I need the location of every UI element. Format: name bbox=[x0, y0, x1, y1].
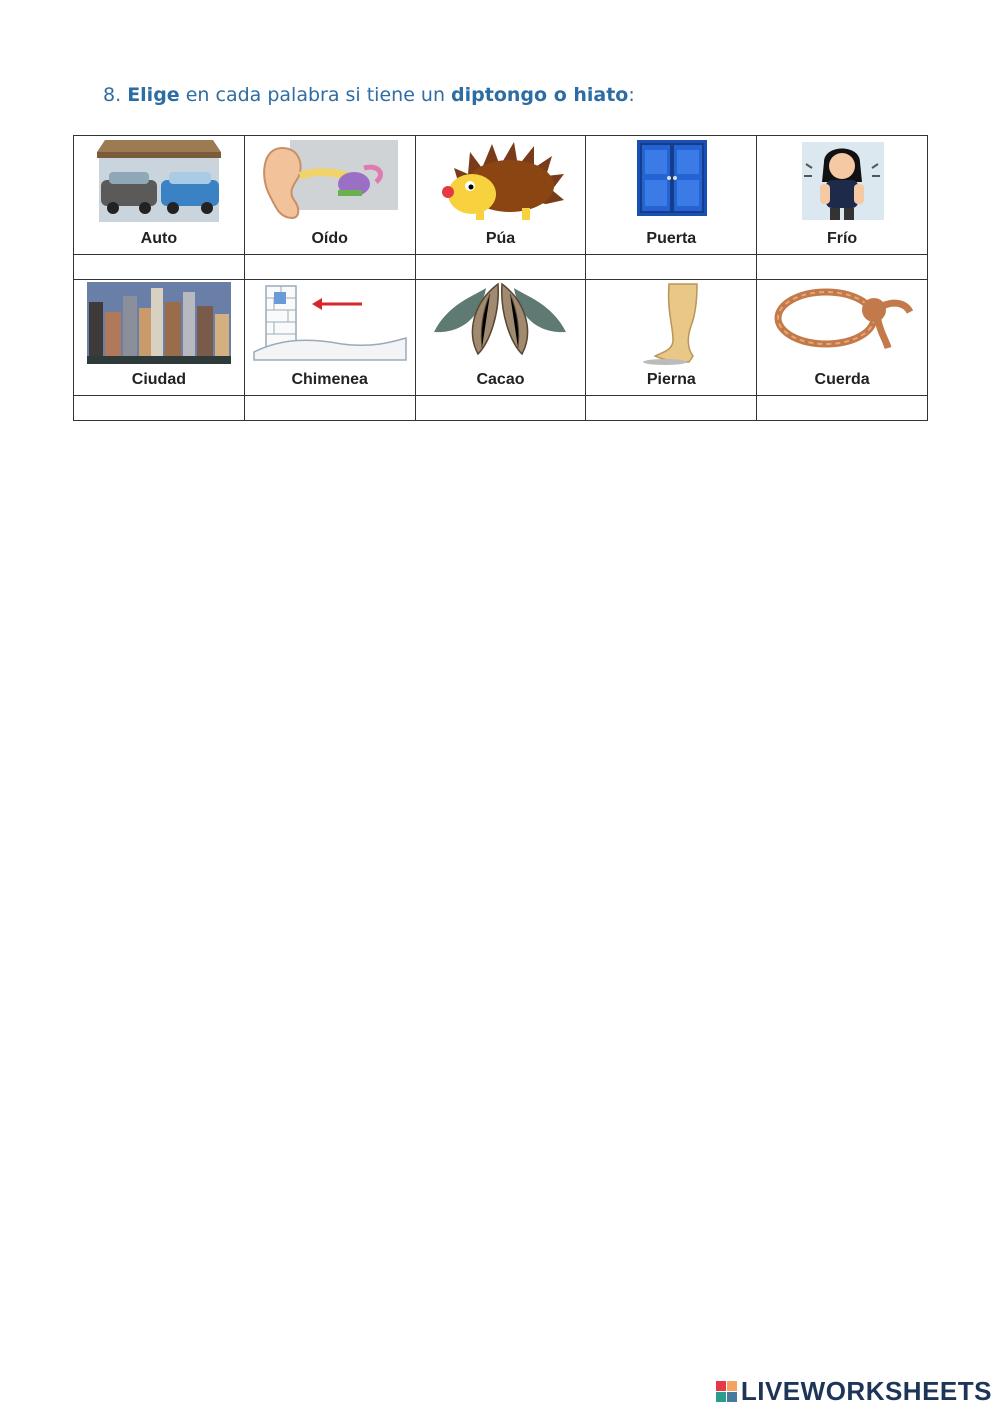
cars-garage-icon bbox=[93, 138, 225, 224]
answer-select[interactable] bbox=[586, 396, 756, 420]
brand-name: LIVEWORKSHEETS bbox=[740, 1376, 992, 1406]
answer-cell-pua[interactable] bbox=[415, 255, 586, 280]
word-label: Frío bbox=[826, 230, 858, 247]
picture-cell-cacao bbox=[415, 280, 586, 396]
word-label: Ciudad bbox=[131, 371, 186, 388]
answer-select[interactable] bbox=[586, 255, 756, 279]
answer-cell-frio[interactable] bbox=[757, 255, 928, 280]
answer-select[interactable] bbox=[74, 396, 244, 420]
logo-square bbox=[716, 1392, 726, 1402]
chimney-icon bbox=[252, 282, 408, 362]
ear-icon bbox=[260, 138, 400, 224]
word-label: Auto bbox=[140, 230, 178, 247]
answer-select[interactable] bbox=[416, 396, 586, 420]
hedgehog-icon bbox=[430, 138, 570, 224]
word-label: Cuerda bbox=[814, 371, 870, 388]
answer-cell-oido[interactable] bbox=[244, 255, 415, 280]
answer-select[interactable] bbox=[757, 255, 927, 279]
picture-cell-puerta bbox=[586, 136, 757, 255]
cacao-pod-icon bbox=[430, 282, 570, 362]
answer-select[interactable] bbox=[757, 396, 927, 420]
answer-cell-puerta[interactable] bbox=[586, 255, 757, 280]
instruction-emphasis: diptongo o hiato bbox=[451, 84, 629, 106]
picture-cell-ciudad bbox=[74, 280, 245, 396]
word-label: Púa bbox=[485, 230, 516, 247]
answer-select[interactable] bbox=[416, 255, 586, 279]
instruction-middle: en cada palabra si tiene un bbox=[179, 84, 452, 106]
worksheet-table bbox=[73, 135, 928, 421]
instruction-text bbox=[103, 84, 635, 106]
picture-cell-cuerda bbox=[757, 280, 928, 396]
answer-select[interactable] bbox=[245, 255, 415, 279]
answer-cell-ciudad[interactable] bbox=[74, 396, 245, 421]
city-skyline-icon bbox=[87, 282, 231, 366]
picture-cell-auto bbox=[74, 136, 245, 255]
logo-square bbox=[727, 1381, 737, 1391]
answer-row-1 bbox=[74, 255, 928, 280]
rope-knot-icon bbox=[770, 282, 914, 354]
picture-row-2 bbox=[74, 280, 928, 396]
leg-icon bbox=[611, 282, 731, 366]
picture-cell-pierna bbox=[586, 280, 757, 396]
answer-select[interactable] bbox=[245, 396, 415, 420]
logo-icon bbox=[716, 1381, 737, 1402]
word-label: Puerta bbox=[646, 230, 697, 247]
answer-select[interactable] bbox=[74, 255, 244, 279]
answer-row-2 bbox=[74, 396, 928, 421]
answer-cell-cuerda[interactable] bbox=[757, 396, 928, 421]
answer-cell-auto[interactable] bbox=[74, 255, 245, 280]
answer-cell-chimenea[interactable] bbox=[244, 396, 415, 421]
picture-cell-oido bbox=[244, 136, 415, 255]
instruction-verb: Elige bbox=[127, 84, 180, 106]
word-label: Cacao bbox=[476, 371, 525, 388]
word-label: Pierna bbox=[646, 371, 696, 388]
word-label: Chimenea bbox=[291, 371, 368, 388]
liveworksheets-logo bbox=[716, 1376, 992, 1407]
instruction-end: : bbox=[628, 84, 635, 106]
picture-cell-pua bbox=[415, 136, 586, 255]
question-number: 8. bbox=[103, 84, 122, 106]
answer-cell-pierna[interactable] bbox=[586, 396, 757, 421]
picture-row-1 bbox=[74, 136, 928, 255]
picture-cell-frio bbox=[757, 136, 928, 255]
picture-cell-chimenea bbox=[244, 280, 415, 396]
logo-square bbox=[727, 1392, 737, 1402]
answer-cell-cacao[interactable] bbox=[415, 396, 586, 421]
word-label: Oído bbox=[311, 230, 348, 247]
blue-door-icon bbox=[601, 138, 741, 220]
shivering-person-icon bbox=[772, 138, 912, 224]
logo-square bbox=[716, 1381, 726, 1391]
